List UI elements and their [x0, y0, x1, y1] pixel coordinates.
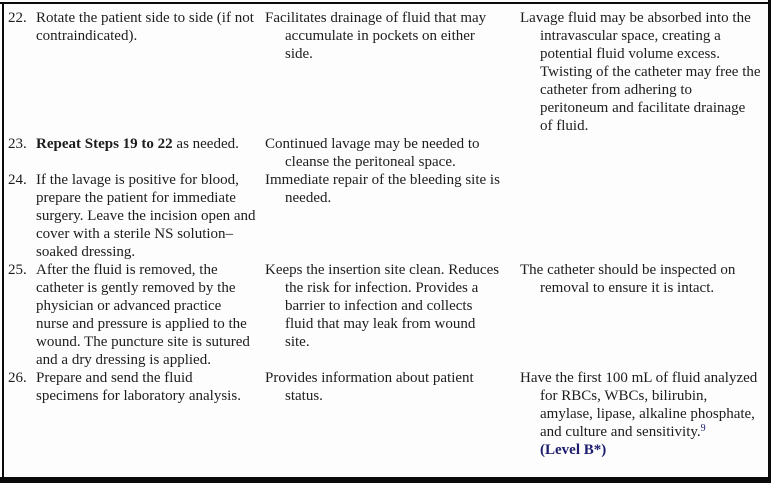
- step-cell: [8, 171, 265, 261]
- step-text: If the lavage is positive for blood, prepare the patient for immediate surgery. Leave the incision open and cover with a sterile NS solution–soaked dressing.: [36, 172, 256, 260]
- step-cell: [8, 9, 265, 135]
- considerations-text: Have the first 100 mL of fluid analyzed for RBCs, WBCs, bilirubin, amylase, lipase, alkaline phosphate, and culture and sensitivity.: [520, 370, 758, 440]
- step-text: Rotate the patient side to side (if not contraindicated).: [36, 10, 254, 44]
- rationale-cell: Immediate repair of the bleeding site is needed.: [265, 172, 500, 206]
- step-number: 22.: [8, 10, 27, 26]
- evidence-level-label: (Level B*): [540, 442, 607, 458]
- page-border-bottom: [0, 477, 771, 483]
- page-border-left: [2, 2, 4, 477]
- considerations-cell: [520, 369, 763, 459]
- considerations-cell: The catheter should be inspected on removal to ensure it is intact.: [520, 262, 736, 296]
- step-number: 26.: [8, 370, 27, 386]
- procedure-table: [8, 9, 763, 459]
- step-text: After the fluid is removed, the catheter is gently removed by the physician or advanced practice nurse and pressure is applied to the wound. The puncture site is sutured and a dry dressing is applied.: [36, 262, 250, 368]
- step-text-bold: Repeat Steps 19 to 22: [36, 136, 173, 152]
- step-cell: [8, 369, 265, 459]
- step-cell: [8, 261, 265, 369]
- considerations-cell: [520, 171, 763, 261]
- rationale-cell: Continued lavage may be needed to cleanse the peritoneal space.: [265, 136, 480, 170]
- rationale-cell: Keeps the insertion site clean. Reduces the risk for infection. Provides a barrier to infection and collects fluid that may leak from wound site.: [265, 262, 500, 350]
- step-number: 24.: [8, 172, 27, 188]
- considerations-cell: [520, 135, 763, 171]
- step-text: Prepare and send the fluid specimens for laboratory analysis.: [36, 370, 241, 404]
- page-border-top: [0, 2, 771, 4]
- step-text: [36, 135, 257, 153]
- step-cell: [8, 135, 265, 171]
- step-text-rest: as needed.: [172, 136, 239, 152]
- step-number: 23.: [8, 136, 27, 152]
- rationale-cell: Provides information about patient status.: [265, 370, 474, 404]
- step-number: 25.: [8, 262, 27, 278]
- considerations-cell: Lavage fluid may be absorbed into the intravascular space, creating a potential fluid volume excess. Twisting of the catheter may free the catheter from adhering to peritoneum and facilitate drainage of fluid.: [520, 10, 761, 134]
- footnote-superscript: 9: [700, 423, 706, 434]
- rationale-cell: Facilitates drainage of fluid that may accumulate in pockets on either side.: [265, 10, 487, 62]
